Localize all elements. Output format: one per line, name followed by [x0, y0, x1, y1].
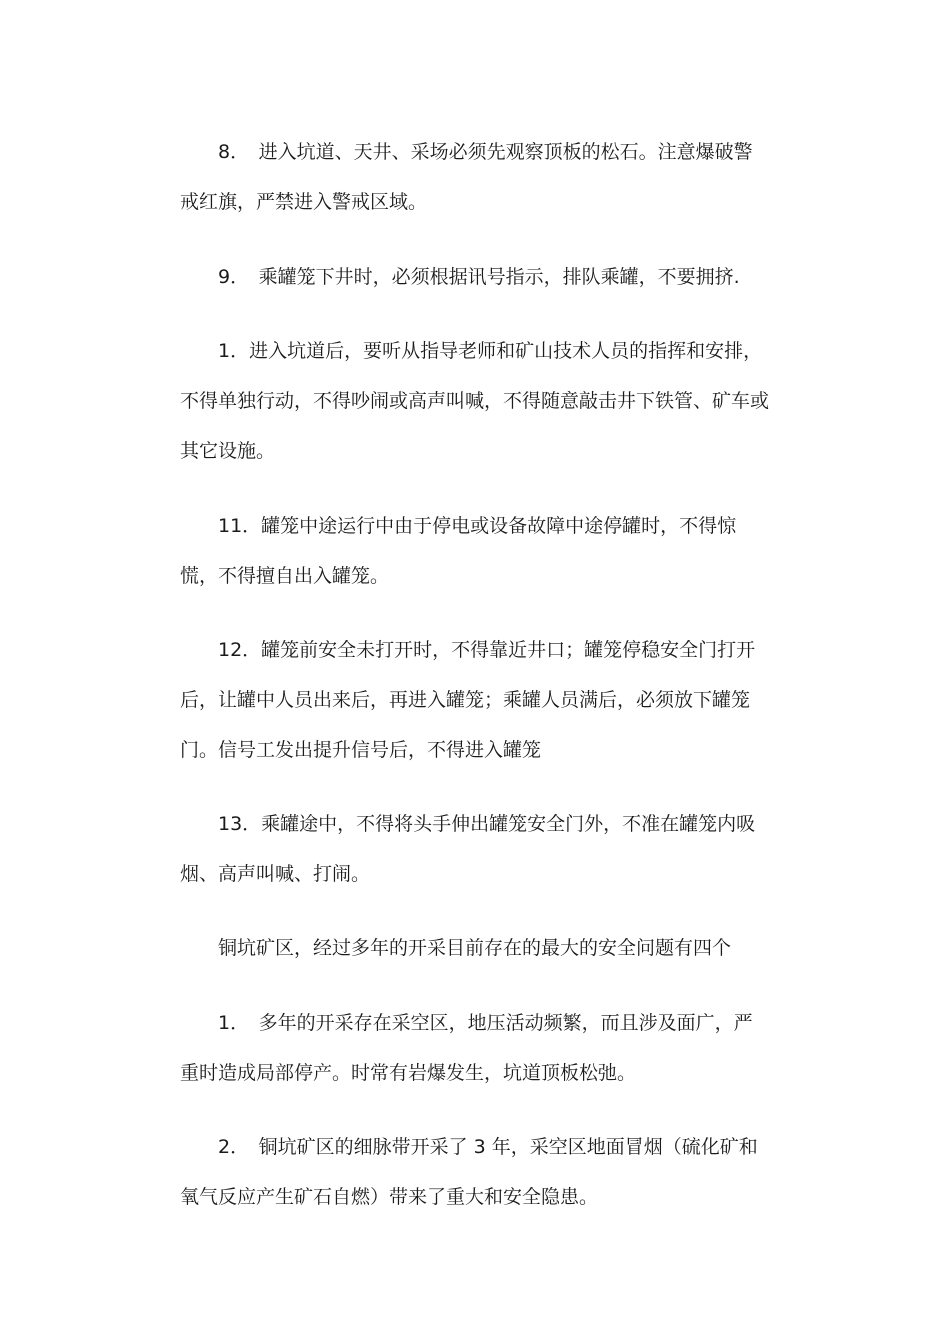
paragraph-item-12: 12．罐笼前安全未打开时，不得靠近井口；罐笼停稳安全门打开后，让罐中人员出来后，再进入罐笼；乘罐人员满后，必须放下罐笼门。信号工发出提升信号后，不得进入罐笼: [180, 639, 756, 761]
paragraph-item-8: 8． 进入坑道、天井、采场必须先观察顶板的松石。注意爆破警戒红旗，严禁进入警戒区域。: [180, 141, 753, 213]
paragraph-item-1: 1．进入坑道后，要听从指导老师和矿山技术人员的指挥和安排，不得单独行动，不得吵闹或高声叫喊，不得随意敲击井下铁管、矿车或其它设施。: [180, 340, 770, 462]
paragraph-issue-1: 1． 多年的开采存在采空区，地压活动频繁，而且涉及面广，严重时造成局部停产。时常有岩爆发生，坑道顶板松弛。: [180, 1012, 753, 1084]
paragraph-item-11: 11．罐笼中途运行中由于停电或设备故障中途停罐时，不得惊慌，不得擅自出入罐笼。: [180, 515, 737, 587]
paragraph-item-13: 13．乘罐途中，不得将头手伸出罐笼安全门外，不准在罐笼内吸烟、高声叫喊、打闹。: [180, 813, 756, 885]
paragraph-issue-2: 2． 铜坑矿区的细脉带开采了 3 年，采空区地面冒烟（硫化矿和氧气反应产生矿石自燃）带来了重大和安全隐患。: [180, 1136, 758, 1208]
paragraph-item-9: 9． 乘罐笼下井时，必须根据讯号指示，排队乘罐，不要拥挤.: [218, 266, 740, 288]
paragraph-summary: 铜坑矿区，经过多年的开采目前存在的最大的安全问题有四个: [218, 937, 732, 959]
